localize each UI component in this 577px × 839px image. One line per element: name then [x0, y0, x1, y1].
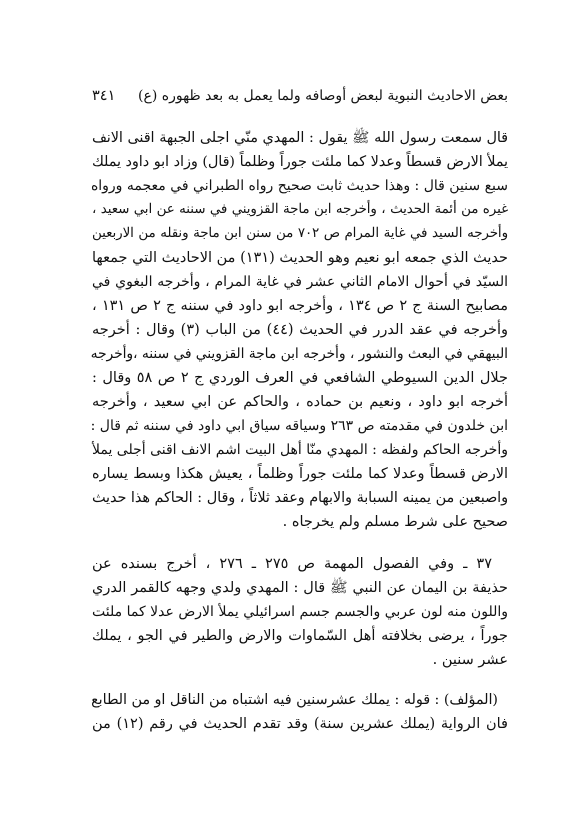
body-line: حديث الذي جمعه ابو نعيم وهو الحديث (١٣١) من الاحاديث التي جمعها [92, 250, 508, 266]
body-line: جلال الدين السيوطي الشافعي في العرف الوردي ج ٢ ص ٥٨ وقال : [92, 370, 509, 386]
body-line: الارض قسطاً وعدلا كما ملئت جوراً وظلماً ، يعيش هكذا وبسط يساره [92, 466, 508, 482]
body-line: عشر سنين . [432, 652, 508, 668]
body-line: ٣٧ ـ وفي الفصول المهمة ص ٢٧٥ ـ ٢٧٦ ، أخرج بسنده عن [92, 556, 492, 572]
body-line: البيهقي في البعث والنشور ، وأخرجه ابن ماجة القزويني في سننه ،وأخرجه [90, 346, 508, 362]
body-line: سبع سنين قال : وهذا حديث ثابت صحيح رواه الطبراني في معجمه ورواه [90, 178, 508, 194]
body-line: صحيح على شرط مسلم ولم يخرجاه . [282, 514, 508, 530]
body-line: جوراً ، يرضى بخلافته أهل السّماوات والارض والطير في الجو ، يملك [92, 628, 508, 644]
body-line: قال سمعت رسول الله ﷺ يقول : المهدي منّي اجلى الجبهة اقنى الانف [92, 130, 508, 146]
page-number: ٣٤١ [92, 88, 116, 104]
body-line: واللون منه لون عربي والجسم جسم اسرائيلي يملأ الارض عدلا كما ملئت [92, 604, 508, 620]
page-header [92, 86, 508, 106]
body-line: ابن خلدون في مقدمته ص ٢٦٣ وسياقه سياق ابي داود في سننه ثم قال : [90, 418, 508, 434]
body-line: فان الرواية (يملك عشرين سنة) وقد تقدم الحديث في رقم (١٢) من [92, 716, 508, 732]
body-line: غيره من أئمة الحديث ، وأخرجه ابن ماجة القزويني في سننه عن ابي سعيد ، [92, 202, 508, 217]
body-line: مصابيح السنة ج ٢ ص ١٣٤ ، وأخرجه ابو داود في سننه ج ٢ ص ١٣١ ، [92, 298, 509, 314]
running-title: بعض الاحاديث النبوية لبعض أوصافه ولما يعمل به بعد ظهوره (ع) [138, 88, 508, 104]
body-line: السيّد في أحوال الامام الثاني عشر في غاية المرام ، وأخرجه البغوي في [92, 274, 508, 290]
body-line: وأخرجه الحاكم ولفظه : المهدي منّا أهل البيت اشم الانف اقنى أجلى يملأ [92, 442, 508, 458]
body-line: وأخرجه في عقد الدرر في الحديث (٤٤) من الباب (٣) وقال : أخرجه [92, 322, 508, 338]
body-line: واصبعين من يمينه السبابة والابهام وعقد ثلاثاً ، وقال : الحاكم هذا حديث [92, 490, 508, 506]
body-line: حذيفة بن اليمان عن النبي ﷺ قال : المهدي ولدي وجهه كالقمر الدري [92, 580, 508, 596]
body-line: (المؤلف) : قوله : يملك عشرسنين فيه اشتباه من الناقل او من الطابع [91, 692, 498, 708]
body-line: أخرجه ابو داود ، ونعيم بن حماده ، والحاكم عن ابي سعيد ، وأخرجه [92, 394, 508, 410]
body-line: يملأ الارض قسطاً وعدلا كما ملئت جوراً وظلماً (قال) وزاد ابو داود يملك [92, 154, 508, 170]
body-line: وأخرجه السيد في غاية المرام ص ٧٠٢ من سنن ابن ماجة ونقله من الاربعين [92, 226, 508, 241]
